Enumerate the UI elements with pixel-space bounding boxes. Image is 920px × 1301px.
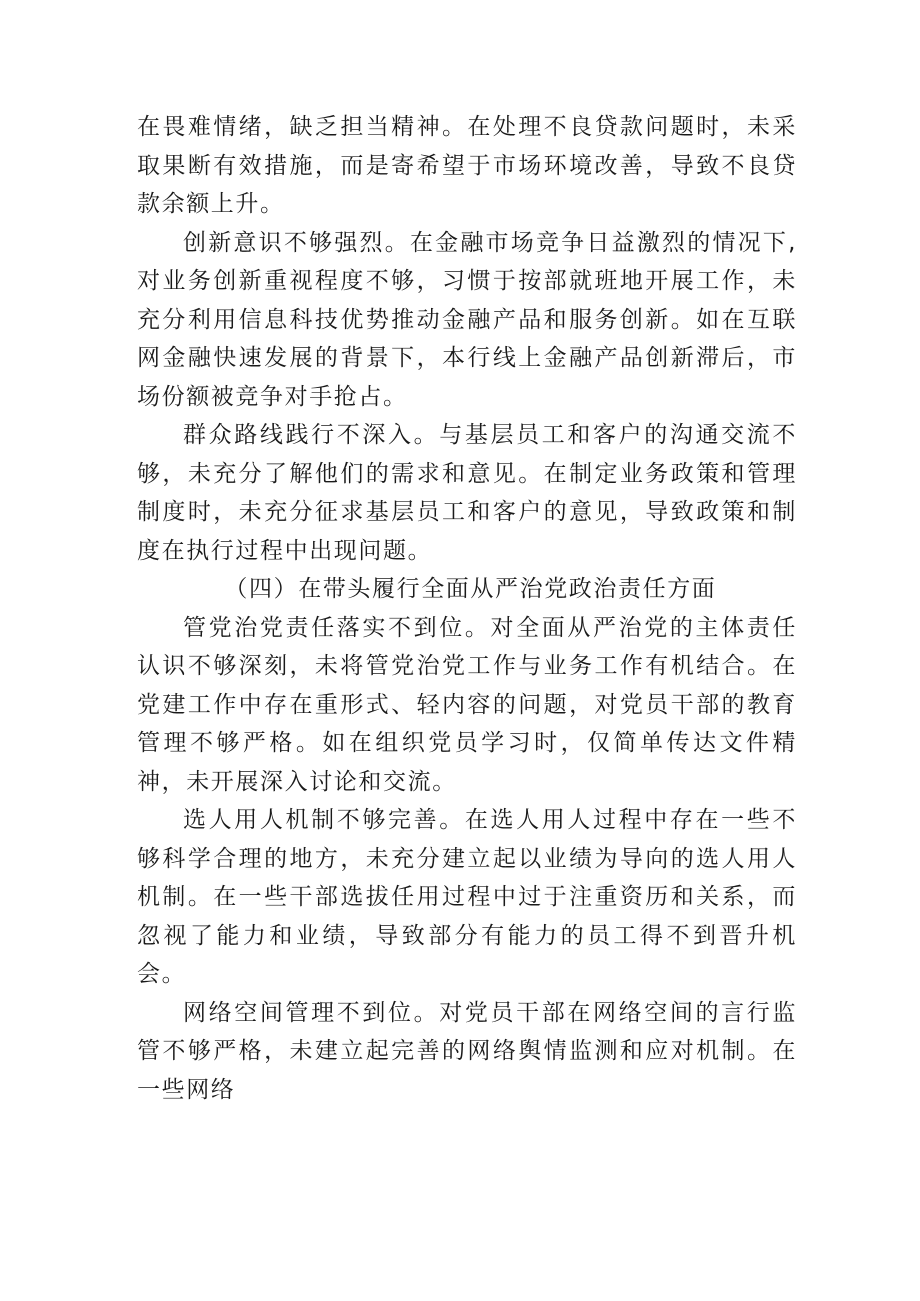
paragraph-mass-line: 群众路线践行不深入。与基层员工和客户的沟通交流不够，未充分了解他们的需求和意见。在制定业务政策和管理制度时，未充分征求基层员工和客户的意见，导致政策和制度在执行过程中出现问题。 xyxy=(137,422,797,564)
paragraph-continued: 在畏难情绪，缺乏担当精神。在处理不良贷款问题时，未采取果断有效措施，而是寄希望于市场环境改善，导致不良贷款余额上升。 xyxy=(137,114,797,217)
paragraph-innovation: 创新意识不够强烈。在金融市场竞争日益激烈的情况下,对业务创新重视程度不够，习惯于按部就班地开展工作，未充分利用信息科技优势推动金融产品和服务创新。如在互联网金融快速发展的背景下，本行线上金融产品创新滞后，市场份额被竞争对手抢占。 xyxy=(137,229,797,410)
section-heading: （四）在带头履行全面从严治党政治责任方面 xyxy=(224,576,717,602)
paragraph-personnel-selection: 选人用人机制不够完善。在选人用人过程中存在一些不够科学合理的地方，未充分建立起以业绩为导向的选人用人机制。在一些干部选拔任用过程中过于注重资历和关系，而忽视了能力和业绩，导致部分有能力的员工得不到晋升机会。 xyxy=(137,807,797,987)
paragraph-cyberspace: 网络空间管理不到位。对党员干部在网络空间的言行监管不够严格，未建立起完善的网络舆情监测和应对机制。在一些网络 xyxy=(137,999,797,1103)
paragraph-party-governance: 管党治党责任落实不到位。对全面从严治党的主体责任认识不够深刻，未将管党治党工作与业务工作有机结合。在党建工作中存在重形式、轻内容的问题，对党员干部的教育管理不够严格。如在组织党员学习时，仅简单传达文件精神，未开展深入讨论和交流。 xyxy=(137,614,797,795)
document-body xyxy=(137,108,797,1109)
